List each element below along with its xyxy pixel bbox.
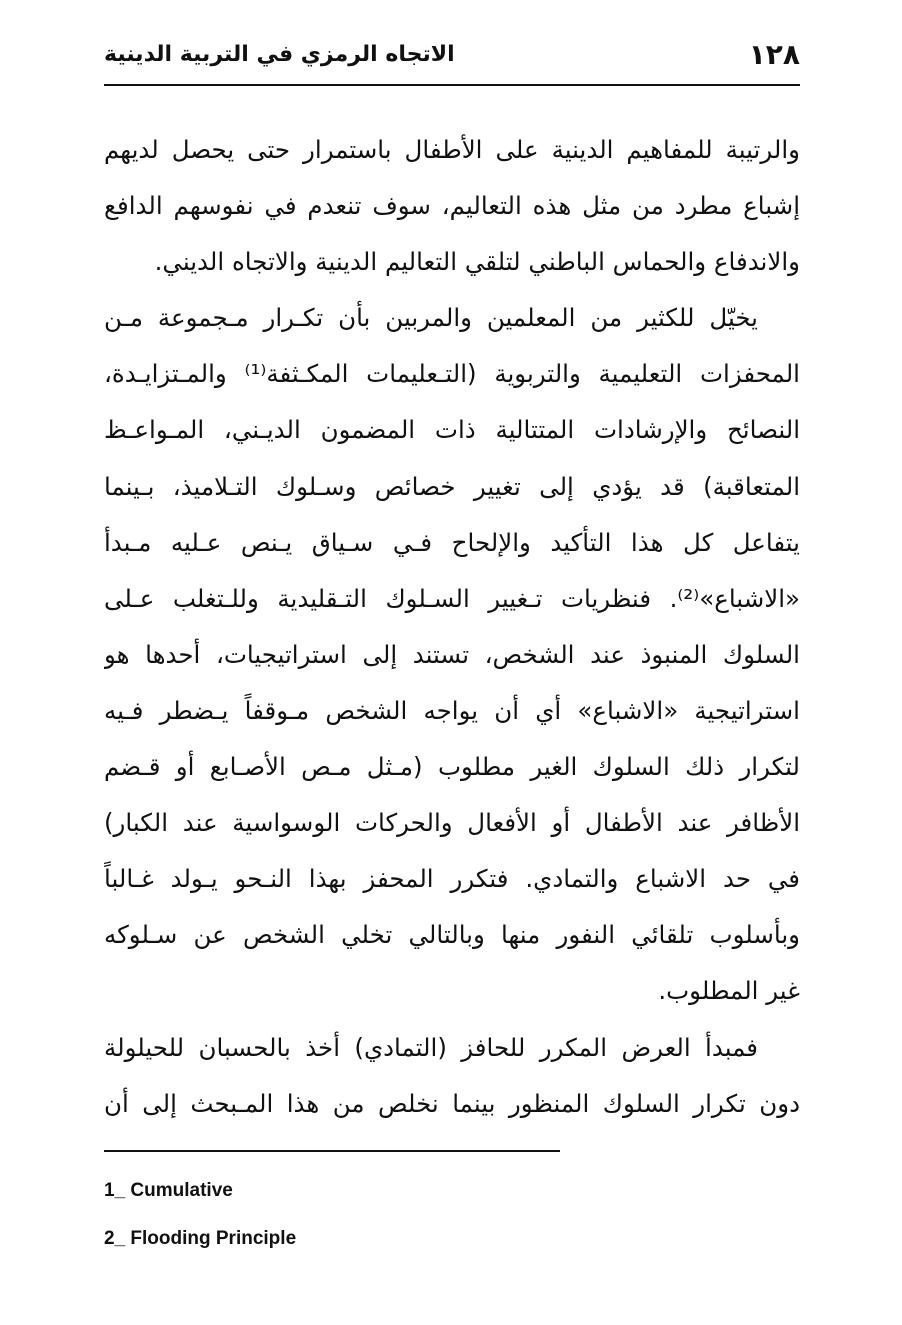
text-line: «الاشباع»⁽²⁾. فنظريات تـغيير السـلوك التـقليدية وللـتغلب عـلى — [104, 583, 800, 613]
text-line: السلوك المنبوذ عند الشخص، تستند إلى استراتيجيات، أحدها هو — [104, 639, 800, 669]
text-line: والرتيبة للمفاهيم الدينية على الأطفال باستمرار حتى يحصل لديهم — [104, 135, 800, 164]
text-line: في حد الاشباع والتمادي. فتكرر المحفز بهذا النـحو يـولد غـالباً — [104, 864, 800, 894]
text-line: يتفاعل كل هذا التأكيد والإلحاح فـي سـياق يـنص عـليه مـبدأ — [104, 527, 800, 557]
footnote-divider — [104, 1150, 560, 1152]
text-line: دون تكرار السلوك المنظور بينما نخلص من هذا المـبحث إلى أن — [104, 1088, 800, 1118]
running-title: الاتجاه الرمزي في التربية الدينية — [104, 42, 455, 67]
footnote-2: 2_ Flooding Principle — [104, 1228, 297, 1249]
text-line: المحفزات التعليمية والتربوية (التـعليمات المكـثفة⁽¹⁾ والمـتزايـدة، — [104, 359, 800, 389]
footnote-1: 1_ Cumulative — [104, 1180, 233, 1201]
text-line: فمبدأ العرض المكرر للحافز (التمادي) أخذ بالحسبان للحيلولة — [104, 1032, 758, 1062]
text-line: استراتيجية «الاشباع» أي أن يواجه الشخص مـوقفاً يـضطر فـيه — [104, 695, 800, 725]
text-line: يخيّل للكثير من المعلمين والمربين بأن تكـرار مـجموعة مـن — [104, 303, 758, 333]
text-line: وبأسلوب تلقائي النفور منها وبالتالي تخلي الشخص عن سـلوكه — [104, 920, 800, 950]
page-header — [104, 36, 800, 86]
text-line: والاندفاع والحماس الباطني لتلقي التعاليم الدينية والاتجاه الديني. — [154, 247, 800, 277]
text-line: الأظافر عند الأطفال أو الأفعال والحركات الوسواسية عند الكبار) — [104, 808, 800, 838]
page-number: ١٢٨ — [748, 38, 800, 71]
text-line: غير المطلوب. — [658, 976, 800, 1006]
text-line: النصائح والإرشادات المتتالية ذات المضمون الديـني، المـواعـظ — [104, 415, 800, 445]
text-line: لتكرار ذلك السلوك الغير مطلوب (مـثل مـص الأصـابع أو قـضم — [104, 752, 800, 782]
text-line: المتعاقبة) قد يؤدي إلى تغيير خصائص وسـلوك التـلاميذ، بـينما — [104, 471, 800, 501]
body-text — [104, 122, 800, 1132]
text-line: إشباع مطرد من مثل هذه التعاليم، سوف تنعدم في نفوسهم الدافع — [104, 191, 800, 221]
